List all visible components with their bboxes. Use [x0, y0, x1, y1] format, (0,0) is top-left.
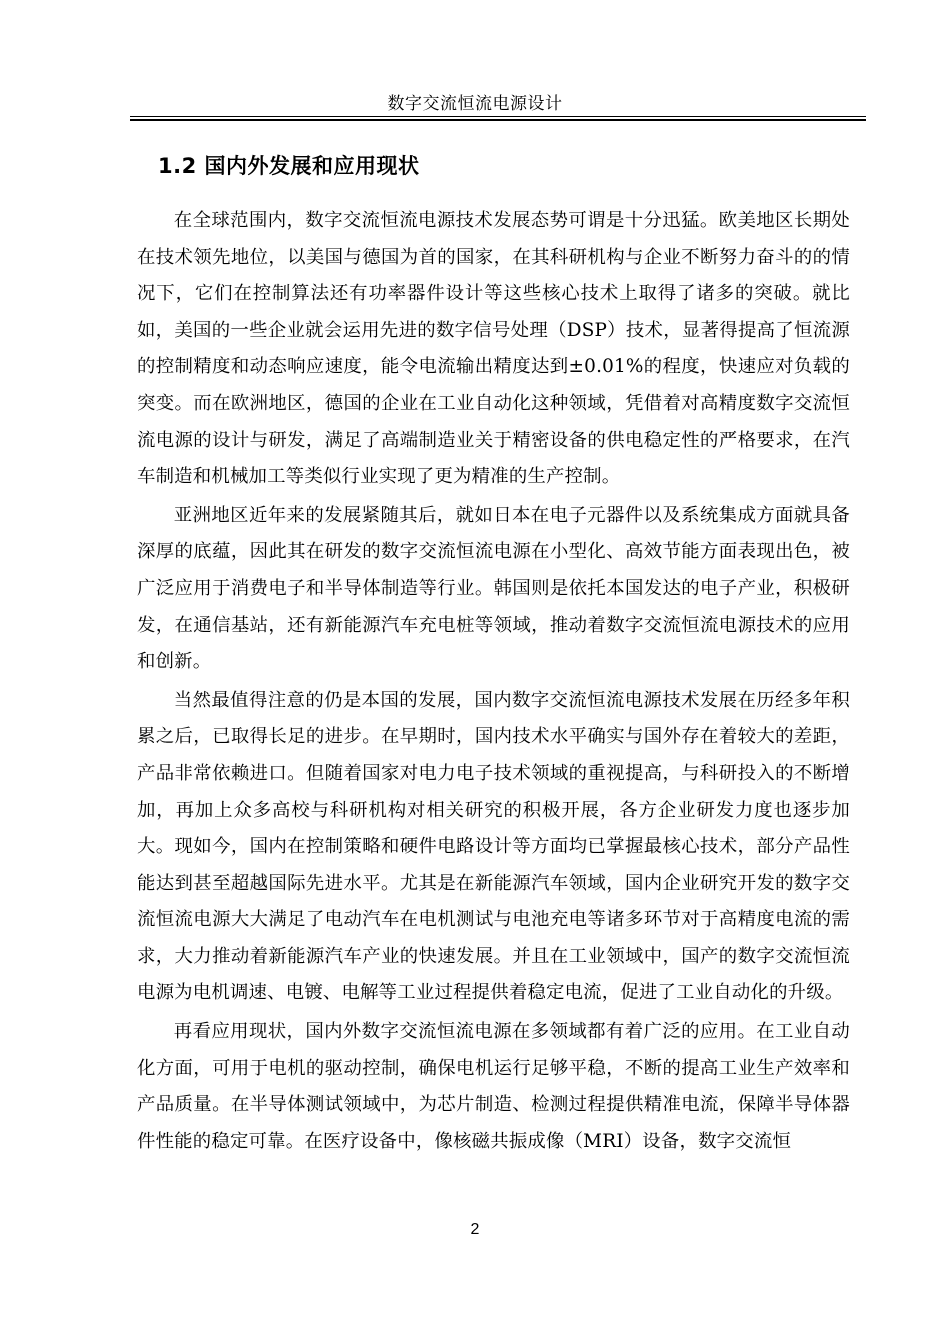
page-number: 2	[470, 1221, 480, 1238]
paragraph: 亚洲地区近年来的发展紧随其后，就如日本在电子元器件以及系统集成方面就具备深厚的底蕴，因此其在研发的数字交流恒流电源在小型化、高效节能方面表现出色，被广泛应用于消费电子和半导体制造等行业。韩国则是依托本国发达的电子产业，积极研发，在通信基站，还有新能源汽车充电桩等领域，推动着数字交流恒流电源技术的应用和创新。	[137, 504, 850, 673]
paragraph: 再看应用现状，国内外数字交流恒流电源在多领域都有着广泛的应用。在工业自动化方面，可用于电机的驱动控制，确保电机运行足够平稳，不断的提高工业生产效率和产品质量。在半导体测试领域中，为芯片制造、检测过程提供精准电流，保障半导体器件性能的稳定可靠。在医疗设备中，像核磁共振成像（MRI）设备，数字交流恒	[137, 1021, 850, 1152]
header-rule	[130, 116, 866, 117]
running-header: 数字交流恒流电源设计	[387, 94, 563, 114]
paragraph: 在全球范围内，数字交流恒流电源技术发展态势可谓是十分迅猛。欧美地区长期处在技术领先地位，以美国与德国为首的国家，在其科研机构与企业不断努力奋斗的的情况下，它们在控制算法还有功率器件设计等这些核心技术上取得了诸多的突破。就比如，美国的一些企业就会运用先进的数字信号处理（DSP）技术，显著得提高了恒流源的控制精度和动态响应速度，能令电流输出精度达到±0.01%的程度，快速应对负载的突变。而在欧洲地区，德国的企业在工业自动化这种领域，凭借着对高精度数字交流恒流电源的设计与研发，满足了高端制造业关于精密设备的供电稳定性的严格要求，在汽车制造和机械加工等类似行业实现了更为精准的生产控制。	[137, 210, 850, 488]
section-title: 1.2 国内外发展和应用现状	[158, 154, 420, 178]
body-text	[137, 203, 850, 1162]
paragraph: 当然最值得注意的仍是本国的发展，国内数字交流恒流电源技术发展在历经多年积累之后，已取得长足的进步。在早期时，国内技术水平确实与国外存在着较大的差距，产品非常依赖进口。但随着国家对电力电子技术领域的重视提高，与科研投入的不断增加，再加上众多高校与科研机构对相关研究的积极开展，各方企业研发力度也逐步加大。现如今，国内在控制策略和硬件电路设计等方面均已掌握最核心技术，部分产品性能达到甚至超越国际先进水平。尤其是在新能源汽车领域，国内企业研究开发的数字交流恒流电源大大满足了电动汽车在电机测试与电池充电等诸多环节对于高精度电流的需求，大力推动着新能源汽车产业的快速发展。并且在工业领域中，国产的数字交流恒流电源为电机调速、电镀、电解等工业过程提供着稳定电流，促进了工业自动化的升级。	[137, 689, 850, 1004]
header-rule-thick	[130, 119, 866, 121]
